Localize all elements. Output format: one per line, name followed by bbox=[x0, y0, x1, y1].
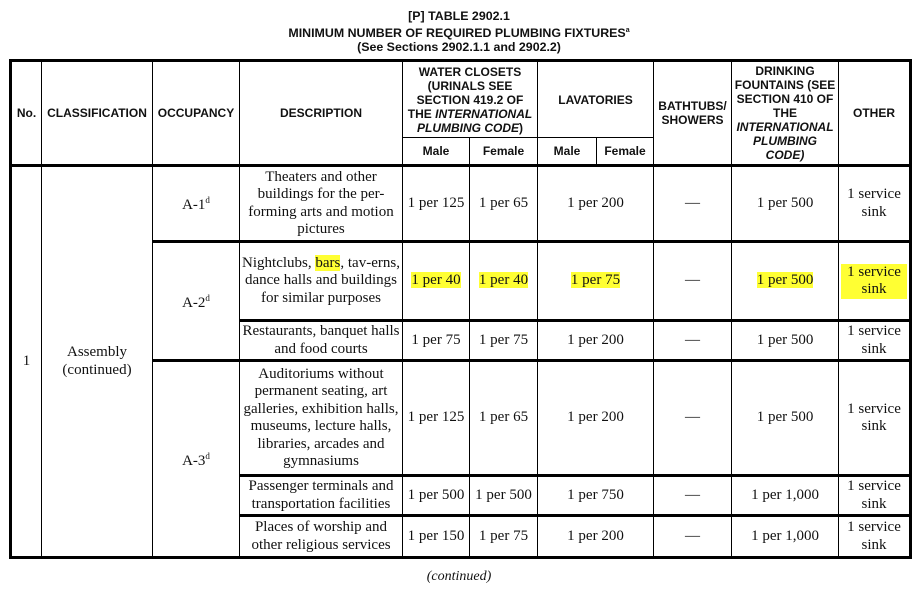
wc-female: 1 per 500 bbox=[470, 476, 538, 516]
description: Restaurants, banquet halls and food courts bbox=[240, 321, 403, 361]
drinking-fountains: 1 per 500 bbox=[732, 321, 839, 361]
drinking-fountains: 1 per 500 bbox=[732, 242, 839, 321]
group-number: 1 bbox=[11, 166, 42, 558]
bathtubs: — bbox=[654, 242, 732, 321]
wc-male: 1 per 150 bbox=[403, 516, 470, 558]
wc-female: 1 per 75 bbox=[470, 516, 538, 558]
table-see-sections: (See Sections 2902.1.1 and 2902.2) bbox=[357, 40, 561, 54]
lavatories: 1 per 200 bbox=[538, 516, 654, 558]
lavatories: 1 per 200 bbox=[538, 361, 654, 476]
footnote-marker: a bbox=[625, 26, 630, 34]
bathtubs: — bbox=[654, 321, 732, 361]
table-heading: MINIMUM NUMBER OF REQUIRED PLUMBING FIXTURES$^a$ bbox=[288, 25, 630, 40]
table-row bbox=[11, 166, 911, 242]
header-no: No. bbox=[11, 61, 42, 166]
occupancy-a3: A-3$^d$ bbox=[153, 361, 240, 558]
bathtubs: — bbox=[654, 476, 732, 516]
other: 1 service sink bbox=[839, 361, 911, 476]
lavatories: 1 per 200 bbox=[538, 321, 654, 361]
occupancy-a2: A-2$^d$ bbox=[153, 242, 240, 361]
wc-female: 1 per 65 bbox=[470, 361, 538, 476]
header-lav-female: Female bbox=[597, 138, 654, 166]
header-wc-male: Male bbox=[403, 138, 470, 166]
plumbing-fixtures-table bbox=[9, 59, 912, 559]
header-description: DESCRIPTION bbox=[240, 61, 403, 166]
wc-male: 1 per 125 bbox=[403, 361, 470, 476]
bathtubs: — bbox=[654, 516, 732, 558]
header-bathtubs: BATHTUBS/ SHOWERS bbox=[654, 61, 732, 166]
header-row bbox=[11, 61, 911, 138]
description: Passenger terminals and transportation facilities bbox=[240, 476, 403, 516]
header-lav-male: Male bbox=[538, 138, 597, 166]
other: 1 service sink bbox=[839, 321, 911, 361]
other: 1 service sink bbox=[839, 476, 911, 516]
wc-male: 1 per 75 bbox=[403, 321, 470, 361]
lavatories: 1 per 750 bbox=[538, 476, 654, 516]
table-number: [P] TABLE 2902.1 bbox=[408, 9, 510, 23]
description: Theaters and other buildings for the per-forming arts and motion pictures bbox=[240, 166, 403, 242]
wc-female: 1 per 65 bbox=[470, 166, 538, 242]
description: Nightclubs, bars, tav-erns, dance halls and buildings for similar purposes bbox=[240, 242, 403, 321]
lavatories: 1 per 75 bbox=[538, 242, 654, 321]
header-drinking-fountains: DRINKING FOUNTAINS (SEE SECTION 410 OF THE INTERNATIONAL PLUMBING CODE) bbox=[732, 61, 839, 166]
continued-note: (continued) bbox=[426, 569, 492, 584]
drinking-fountains: 1 per 500 bbox=[732, 166, 839, 242]
wc-male: 1 per 500 bbox=[403, 476, 470, 516]
wc-male: 1 per 40 bbox=[403, 242, 470, 321]
header-classification: CLASSIFICATION bbox=[42, 61, 153, 166]
lavatories: 1 per 200 bbox=[538, 166, 654, 242]
drinking-fountains: 1 per 1,000 bbox=[732, 516, 839, 558]
description: Auditoriums without permanent seating, art galleries, exhibition halls, museums, lecture halls, libraries, arcades and gymnasiums bbox=[240, 361, 403, 476]
occupancy-a1: A-1$^d$ bbox=[153, 166, 240, 242]
bathtubs: — bbox=[654, 166, 732, 242]
header-water-closets: WATER CLOSETS (URINALS SEE SECTION 419.2 OF THE INTERNATIONAL PLUMBING CODE) bbox=[403, 61, 538, 138]
header-wc-female: Female bbox=[470, 138, 538, 166]
table-title bbox=[0, 9, 918, 55]
drinking-fountains: 1 per 500 bbox=[732, 361, 839, 476]
drinking-fountains: 1 per 1,000 bbox=[732, 476, 839, 516]
header-other: OTHER bbox=[839, 61, 911, 166]
header-occupancy: OCCUPANCY bbox=[153, 61, 240, 166]
other: 1 service sink bbox=[839, 242, 911, 321]
header-lavatories: LAVATORIES bbox=[538, 61, 654, 138]
wc-female: 1 per 40 bbox=[470, 242, 538, 321]
other: 1 service sink bbox=[839, 166, 911, 242]
description: Places of worship and other religious services bbox=[240, 516, 403, 558]
wc-female: 1 per 75 bbox=[470, 321, 538, 361]
highlight: bars bbox=[315, 254, 341, 271]
wc-male: 1 per 125 bbox=[403, 166, 470, 242]
bathtubs: — bbox=[654, 361, 732, 476]
other: 1 service sink bbox=[839, 516, 911, 558]
group-classification: Assembly (continued) bbox=[42, 166, 153, 558]
